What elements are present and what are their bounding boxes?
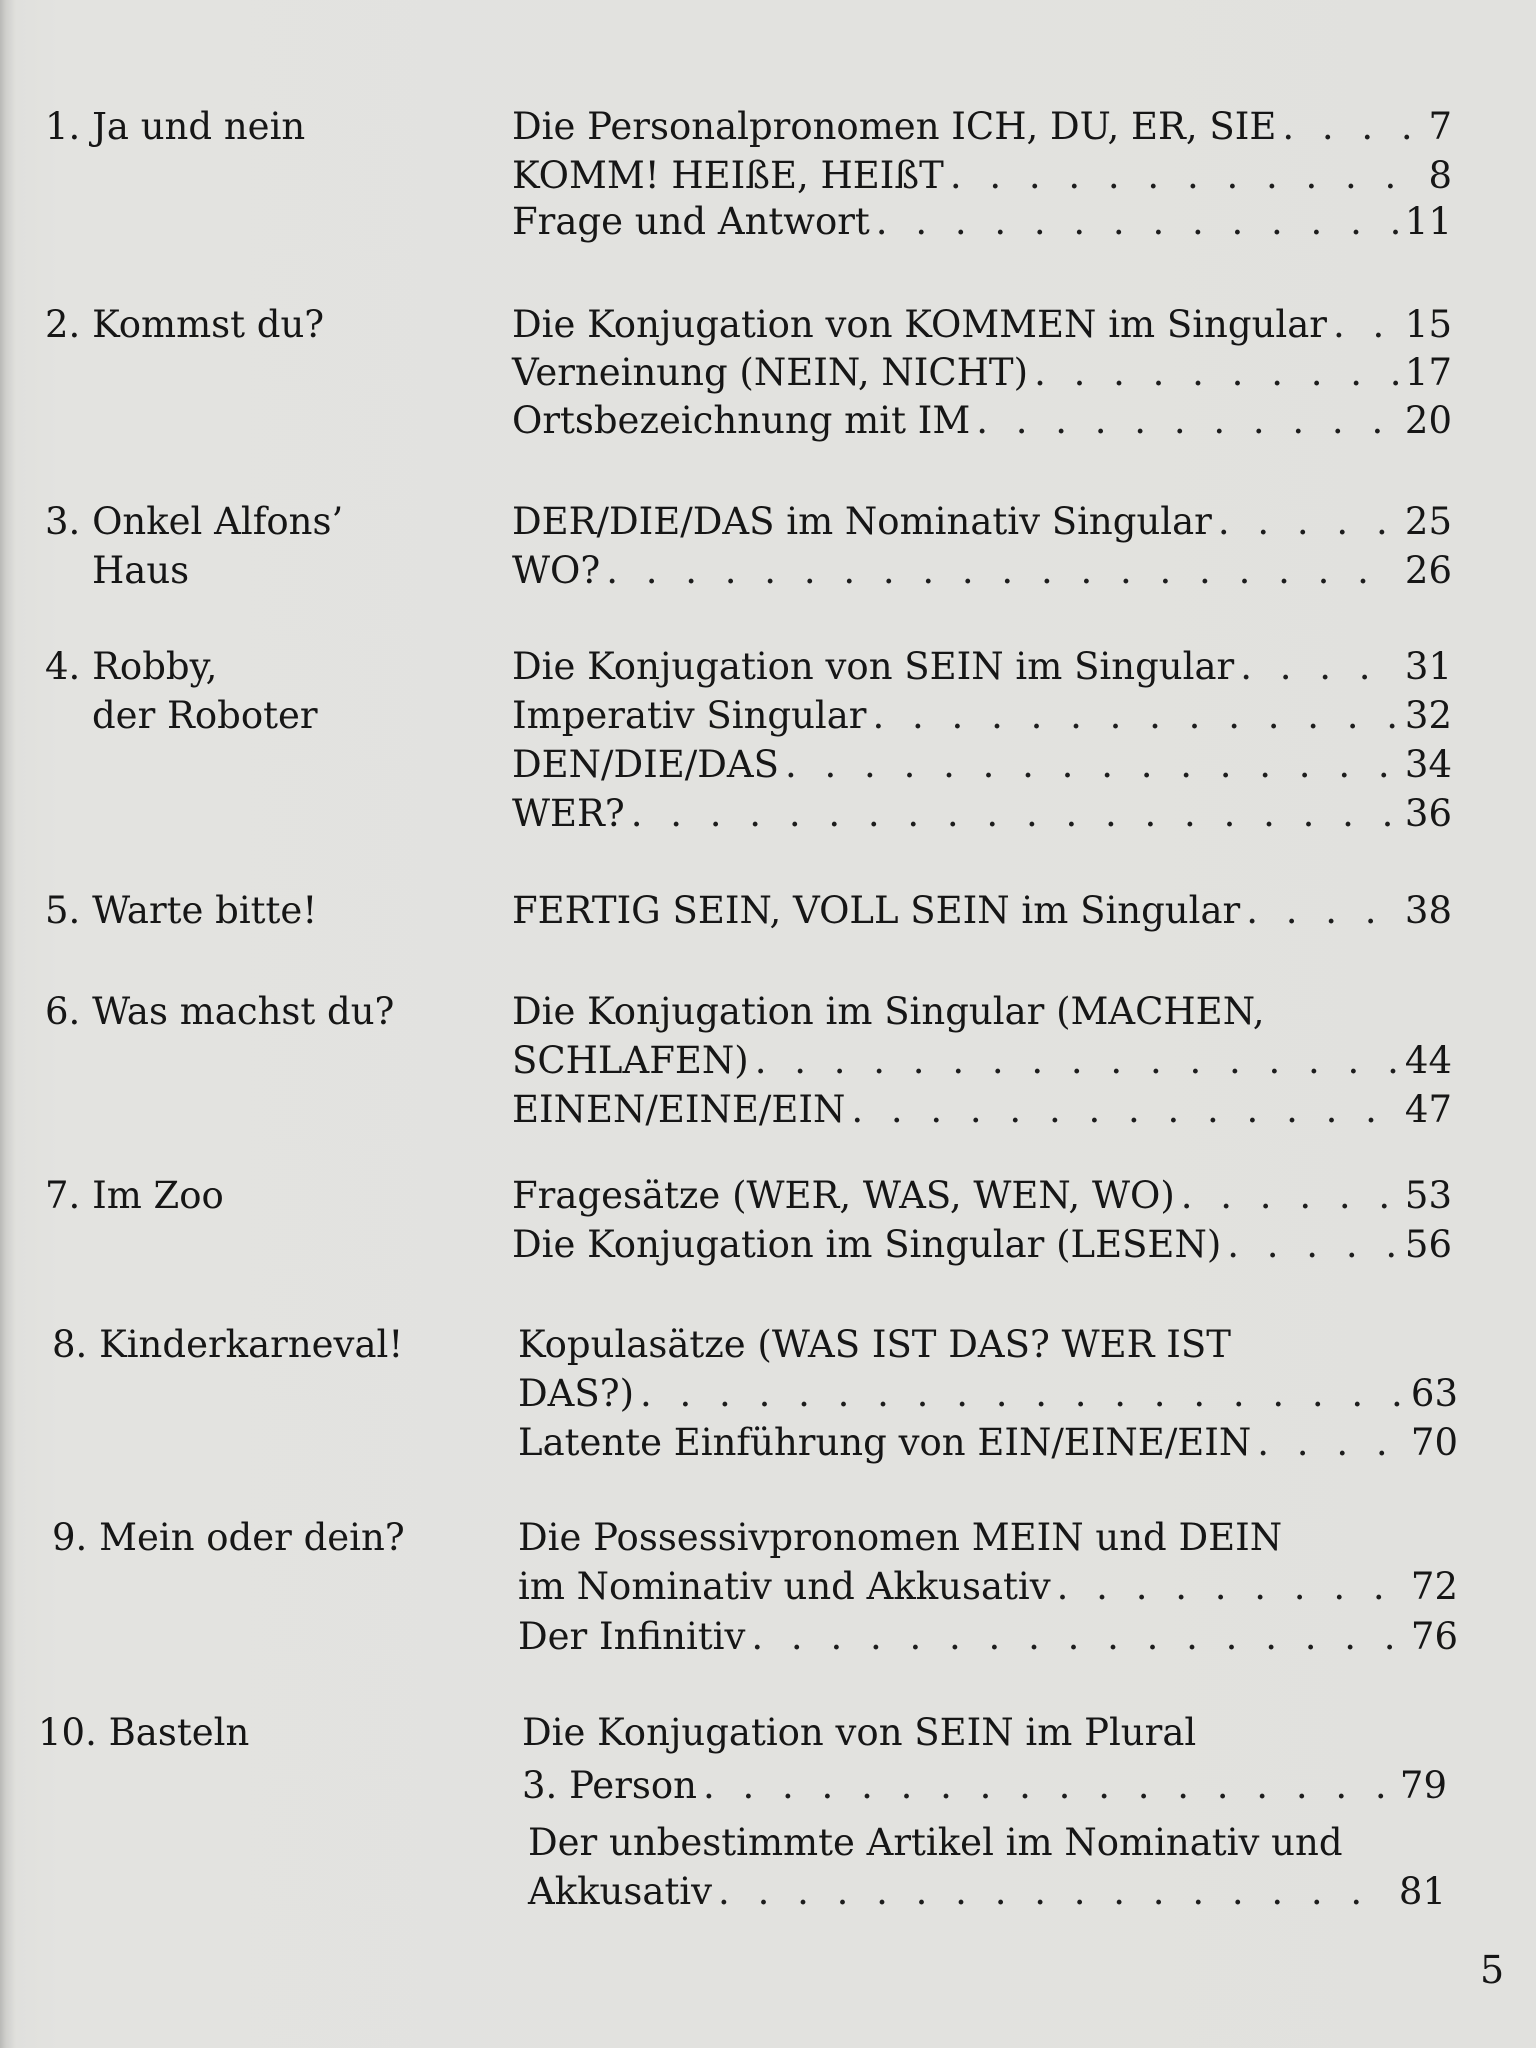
toc-entry[interactable]: Verneinung (NEIN, NICHT) . . . 17 — [512, 348, 1452, 397]
chapter-title: 9. Mein oder dein? — [52, 1516, 405, 1559]
toc-entry[interactable]: Die Personalpronomen ICH, DU, ER, SIE . . . 7 — [512, 102, 1452, 151]
chapter-title: 8. Kinderkarneval! — [52, 1323, 404, 1366]
toc-entry[interactable]: Die Possessivpronomen MEIN und DEIN im Nominativ und Akkusativ . . . 72 — [518, 1513, 1458, 1611]
toc-entry[interactable]: Frage und Antwort . . . 11 — [512, 197, 1452, 246]
toc-entry[interactable]: Latente Einführung von EIN/EINE/EIN . . . 70 — [518, 1418, 1458, 1467]
chapter-title: 6. Was machst du? — [45, 990, 395, 1033]
toc-entry[interactable]: Kopulasätze (WAS IST DAS? WER IST DAS?) . . . 63 — [518, 1320, 1458, 1418]
toc-entry[interactable]: DEN/DIE/DAS . . . 34 — [512, 740, 1452, 789]
toc-entry[interactable]: Der unbestimmte Artikel im Nominativ und Akkusativ . . . 81 — [528, 1818, 1446, 1916]
toc-entry[interactable]: Die Konjugation im Singular (LESEN) . . . 56 — [512, 1220, 1452, 1269]
toc-entry[interactable]: Die Konjugation von KOMMEN im Singular . . . 15 — [512, 300, 1452, 349]
toc-entry[interactable]: Der Infinitiv . . . 76 — [518, 1612, 1458, 1661]
toc-entry[interactable]: Die Konjugation im Singular (MACHEN, SCHLAFEN) . . . 44 — [512, 987, 1452, 1085]
chapter-title: 7. Im Zoo — [45, 1174, 224, 1217]
toc-entry[interactable]: Die Konjugation von SEIN im Plural 3. Person . . . 79 — [522, 1708, 1447, 1810]
chapter-title: 3. Onkel Alfons’ Haus — [45, 500, 344, 592]
toc-entry[interactable]: Fragesätze (WER, WAS, WEN, WO) . . . 53 — [512, 1171, 1452, 1220]
toc-entry[interactable]: Die Konjugation von SEIN im Singular . . . 31 — [512, 642, 1452, 691]
chapter-title: 1. Ja und nein — [45, 105, 306, 148]
page-number: 5 — [1480, 1948, 1505, 1992]
chapter-title: 10. Basteln — [38, 1711, 250, 1754]
toc-entry[interactable]: FERTIG SEIN, VOLL SEIN im Singular . . . 38 — [512, 886, 1452, 935]
toc-entry[interactable]: WO? . . . 26 — [512, 546, 1452, 595]
chapter-title: 5. Warte bitte! — [45, 889, 318, 932]
toc-entry[interactable]: KOMM! HEIßE, HEIßT . . . 8 — [512, 151, 1452, 200]
chapter-title: 4. Robby, der Roboter — [45, 645, 318, 737]
toc-entry[interactable]: WER? . . . 36 — [512, 789, 1452, 838]
toc-entry[interactable]: EINEN/EINE/EIN . . . 47 — [512, 1085, 1452, 1134]
toc-entry[interactable]: Ortsbezeichnung mit IM . . . 20 — [512, 396, 1452, 445]
chapter-title: 2. Kommst du? — [45, 303, 325, 346]
toc-entry[interactable]: Imperativ Singular . . . 32 — [512, 691, 1452, 740]
toc-entry[interactable]: DER/DIE/DAS im Nominativ Singular . . . 25 — [512, 497, 1452, 546]
